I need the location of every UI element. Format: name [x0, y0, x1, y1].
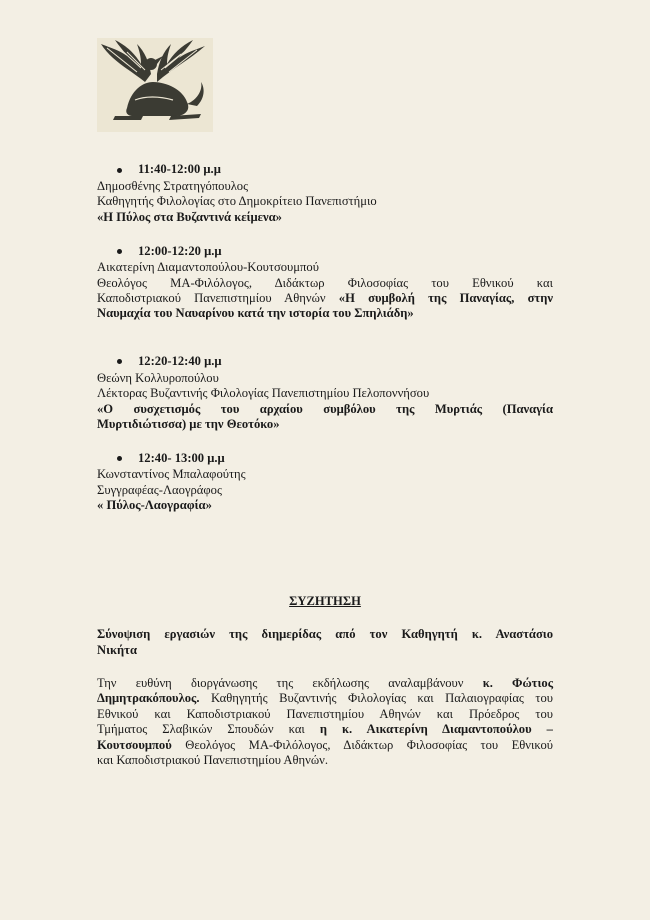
- organizers-text: Τμήματος Σλαβικών Σπουδών και: [97, 722, 305, 737]
- speaker-role: Θεολόγος ΜΑ-Φιλόλογος, Διδάκτωρ Φιλοσοφίας του Εθνικού και: [97, 275, 553, 290]
- talk-title-cont: Ναυμαχία του Ναυαρίνου κατά την ιστορία του Σπηλιάδη»: [97, 306, 414, 321]
- bullet-icon: [117, 359, 122, 364]
- discussion-heading: ΣΥΖΗΤΗΣΗ: [289, 593, 361, 608]
- speaker-role: Συγγραφέας-Λαογράφος: [97, 482, 222, 497]
- program-item: [97, 354, 553, 433]
- program-item: [97, 243, 553, 322]
- griffin-logo: [97, 38, 213, 132]
- speaker-role-title-line: [97, 291, 553, 306]
- organizers-line: Εθνικού και Καποδιστριακού Πανεπιστημίου Αθηνών και Πρόεδρος του: [97, 706, 553, 721]
- time-label: 12:00-12:20 μ.μ: [138, 243, 222, 258]
- organizers-text: Καθηγητής Βυζαντινής Φιλολογίας και Παλαιογραφίας του: [211, 691, 553, 706]
- summary-line-1: Σύνοψιση εργασιών της διημερίδας από τον Καθηγητή κ. Αναστάσιο: [97, 627, 553, 642]
- organizers-line: [97, 676, 553, 691]
- time-row: [97, 450, 553, 466]
- organizers-line: και Καποδιστριακού Πανεπιστημίου Αθηνών.: [97, 752, 328, 767]
- organizers-line: [97, 691, 553, 706]
- talk-title: «Η Πύλος στα Βυζαντινά κείμενα»: [97, 209, 282, 224]
- organizer-name: Κουτσουμπού: [97, 737, 172, 752]
- talk-title: «Η συμβολή της Παναγίας, στην: [338, 291, 553, 306]
- organizer-name: η κ. Αικατερίνη Διαμαντοπούλου –: [319, 722, 553, 737]
- organizer-name: Δημητρακόπουλος.: [97, 691, 200, 706]
- program-content: [97, 162, 553, 768]
- griffin-icon: [97, 38, 213, 132]
- time-row: [97, 162, 553, 178]
- time-row: [97, 354, 553, 370]
- summary-text: [97, 627, 553, 658]
- organizers-paragraph: [97, 676, 553, 768]
- time-label: 12:40- 13:00 μ.μ: [138, 450, 225, 465]
- talk-title-cont: Μυρτιδιώτισσα) με την Θεοτόκο»: [97, 417, 280, 432]
- organizers-line: [97, 722, 553, 737]
- bullet-icon: [117, 456, 122, 461]
- program-item: [97, 450, 553, 513]
- bullet-icon: [117, 168, 122, 173]
- summary-line-2: Νικήτα: [97, 642, 137, 657]
- bullet-icon: [117, 249, 122, 254]
- organizers-line: [97, 738, 553, 753]
- time-label: 12:20-12:40 μ.μ: [138, 354, 222, 369]
- organizers-text: Την ευθύνη διοργάνωσης της εκδήλωσης αναλαμβάνουν: [97, 675, 464, 690]
- speaker-role: Καθηγητής Φιλολογίας στο Δημοκρίτειο Πανεπιστήμιο: [97, 194, 377, 209]
- speaker-role: Λέκτορας Βυζαντινής Φιλολογίας Πανεπιστημίου Πελοποννήσου: [97, 386, 430, 401]
- speaker-name: Δημοσθένης Στρατηγόπουλος: [97, 179, 249, 193]
- organizers-text: Θεολόγος ΜΑ-Φιλόλογος, Διδάκτωρ Φιλοσοφίας του Εθνικού: [185, 737, 553, 752]
- program-item: [97, 162, 553, 225]
- talk-title: « Πύλος-Λαογραφία»: [97, 498, 212, 513]
- organizer-name: κ. Φώτιος: [482, 675, 554, 690]
- talk-title: «Ο συσχετισμός του αρχαίου συμβόλου της Μυρτιάς (Παναγία: [97, 401, 553, 416]
- speaker-name: Θεώνη Κολλυροπούλου: [97, 370, 219, 385]
- speaker-name: Κωνσταντίνος Μπαλαφούτης: [97, 467, 246, 482]
- speaker-name: Αικατερίνη Διαμαντοπούλου-Κουτσουμπού: [97, 260, 319, 275]
- time-row: [97, 243, 553, 259]
- speaker-role-cont: Καποδιστριακού Πανεπιστημίου Αθηνών: [97, 291, 326, 306]
- time-label: 11:40-12:00 μ.μ: [138, 162, 221, 177]
